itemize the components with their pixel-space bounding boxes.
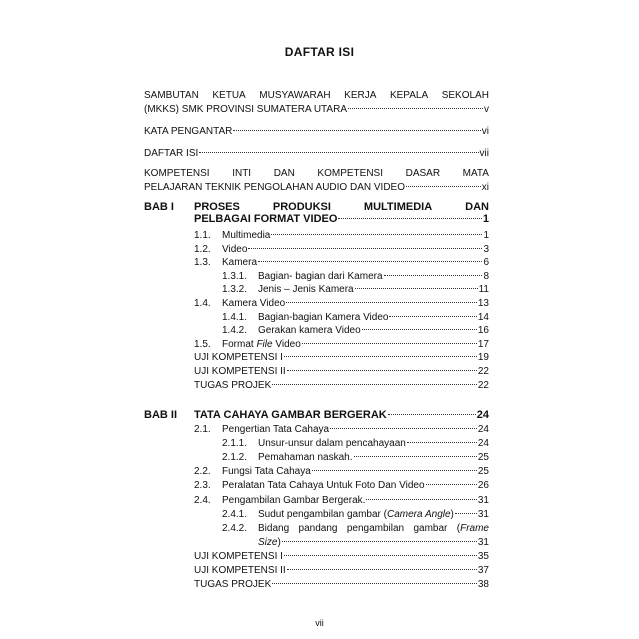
word: MUSYAWARAH (259, 90, 331, 101)
toc-row (194, 297, 489, 311)
toc-label: KATA PENGANTAR (144, 126, 233, 137)
toc-page-number: 35 (477, 550, 489, 562)
toc-row (194, 229, 489, 243)
toc-number: 2.4. (194, 494, 211, 506)
toc-page-number: 17 (477, 338, 489, 350)
leader-dots (258, 261, 482, 262)
toc-row (222, 437, 489, 451)
toc-page-number: 14 (477, 311, 489, 323)
toc-label: DAFTAR ISI (144, 148, 199, 159)
toc-label: Bagian-bagian Kamera Video (258, 311, 389, 323)
toc-page-number: 31 (477, 494, 489, 506)
chapter-title-line2: PELBAGAI FORMAT VIDEO (194, 213, 338, 225)
toc-subentry (194, 479, 489, 493)
toc-row (194, 494, 489, 508)
toc-entry-closing (194, 365, 489, 379)
word: KEPALA (389, 90, 429, 101)
toc-page-number: 13 (477, 298, 489, 309)
toc-label: Kamera (222, 257, 258, 269)
toc-entry-closing (194, 564, 489, 578)
toc-label: Size) (258, 536, 281, 548)
toc-row (194, 351, 489, 365)
toc-page-number: 19 (477, 352, 489, 364)
toc-number: 1.3.1. (222, 270, 248, 282)
toc-row (194, 578, 489, 592)
toc-number: 2.2. (194, 466, 211, 478)
toc-label: UJI KOMPETENSI II (194, 366, 286, 377)
chapter-title-line1 (194, 201, 489, 213)
word: PROSES (194, 201, 240, 213)
toc-row (194, 338, 489, 352)
toc-number: 1.2. (194, 243, 211, 255)
toc-number: 2.4.1. (222, 508, 248, 520)
toc-label: Pemahaman naskah. (258, 452, 353, 464)
leader-dots (384, 275, 483, 276)
word: KETUA (212, 90, 246, 101)
toc-label: PELAJARAN TEKNIK PENGOLAHAN AUDIO DAN VIDEO (144, 182, 405, 193)
toc-page-number: 25 (477, 452, 489, 464)
chapter-number: BAB I (144, 201, 174, 213)
toc-number: 2.1. (194, 424, 211, 435)
leader-dots (272, 583, 477, 584)
toc-entry-closing (194, 351, 489, 365)
toc-subentry (194, 338, 489, 352)
toc-entry-kata-pengantar (144, 125, 489, 139)
page-footer-number: vii (315, 618, 324, 628)
word: pengambilan (346, 522, 405, 534)
toc-page-number: vii (479, 148, 489, 159)
italic-term: Size (258, 536, 278, 548)
toc-entry-closing (194, 379, 489, 393)
toc-page-number: 3 (483, 243, 489, 255)
toc-row (194, 365, 489, 379)
toc-label: Unsur-unsur dalam pencahayaan (258, 438, 406, 450)
toc-subentry (194, 229, 489, 243)
toc-subsubentry (222, 324, 489, 338)
leader-dots (312, 470, 477, 471)
toc-label: Sudut pengambilan gambar (Camera Angle) (258, 508, 454, 520)
leader-dots (284, 356, 477, 357)
chapter-title: TATA CAHAYA GAMBAR BERGERAK (194, 409, 387, 421)
chapter-title-bab2 (194, 409, 489, 421)
toc-number: 2.1.2. (222, 452, 248, 464)
toc-page-number: 6 (483, 257, 489, 269)
toc-row (194, 465, 489, 479)
word: DAN (273, 168, 295, 179)
toc-entry-closing (194, 550, 489, 564)
chapter-number: BAB II (144, 409, 177, 421)
toc-page-number: 24 (477, 438, 489, 450)
leader-dots (282, 541, 477, 542)
toc-subsubentry (222, 451, 489, 465)
toc-subentry (194, 297, 489, 311)
leader-dots (407, 442, 477, 443)
word: DAN (465, 201, 489, 213)
toc-subentry (194, 243, 489, 257)
toc-subentry (194, 256, 489, 270)
word: KERJA (344, 90, 377, 101)
toc-entry-justified (258, 522, 489, 536)
leader-dots (348, 108, 483, 109)
toc-row (194, 550, 489, 564)
toc-row (194, 423, 489, 437)
italic-term: Frame (460, 522, 489, 534)
toc-row (194, 479, 489, 493)
toc-label: Pengambilan Gambar Bergerak. (222, 494, 366, 506)
leader-dots (455, 513, 477, 514)
toc-row (194, 243, 489, 257)
toc-number: 1.4. (194, 298, 211, 309)
toc-label: Pengertian Tata Cahaya (222, 424, 330, 435)
toc-label: Multimedia (222, 230, 271, 241)
toc-page-number: v (484, 104, 489, 115)
toc-subsubentry (222, 270, 489, 284)
toc-row (194, 564, 489, 578)
toc-number: 1.4.2. (222, 325, 248, 337)
toc-page-number: 11 (478, 284, 489, 296)
toc-page-number: 1 (483, 230, 489, 241)
toc-subsubentry (222, 437, 489, 451)
leader-dots (389, 316, 476, 317)
toc-label: UJI KOMPETENSI II (194, 565, 286, 576)
leader-dots (286, 302, 477, 303)
leader-dots (302, 343, 477, 344)
toc-entry-sambutan (144, 89, 489, 117)
toc-page-number: 1 (482, 213, 489, 225)
leader-dots (287, 569, 477, 570)
toc-label: (MKKS) SMK PROVINSI SUMATERA UTARA (144, 104, 347, 115)
leader-dots (330, 428, 477, 429)
leader-dots (388, 414, 476, 415)
leader-dots (199, 152, 478, 153)
leader-dots (271, 234, 482, 235)
toc-row (222, 270, 489, 284)
toc-entry-kompetensi-line1 (144, 167, 489, 181)
toc-label: UJI KOMPETENSI I (194, 352, 283, 364)
leader-dots (406, 186, 481, 187)
word: SAMBUTAN (144, 90, 199, 101)
leader-dots (354, 456, 477, 457)
toc-page-number: 22 (477, 366, 489, 377)
word: pandang (298, 522, 338, 534)
toc-label: Jenis – Jenis Kamera (258, 284, 354, 296)
toc-number: 1.1. (194, 230, 211, 241)
toc-row (222, 451, 489, 465)
toc-entry-closing (194, 578, 489, 592)
toc-subentry (194, 465, 489, 479)
toc-row (194, 256, 489, 270)
toc-number: 2.3. (194, 480, 211, 492)
toc-page-number: 16 (477, 325, 489, 337)
toc-number: 2.1.1. (222, 438, 248, 450)
toc-number: 2.4.2. (222, 522, 248, 534)
toc-entry-line2 (222, 536, 489, 550)
toc-page-number: 38 (477, 579, 489, 591)
toc-page-number: 31 (477, 536, 489, 548)
toc-page-number: 24 (477, 424, 489, 435)
toc-label: Fungsi Tata Cahaya (222, 466, 311, 478)
toc-entry-kompetensi (144, 167, 489, 195)
word: MULTIMEDIA (363, 201, 433, 213)
word: KOMPETENSI (317, 168, 383, 179)
word: INTI (232, 168, 252, 179)
leader-dots (272, 384, 477, 385)
toc-label: TUGAS PROJEK (194, 579, 272, 591)
toc-label: UJI KOMPETENSI I (194, 550, 283, 562)
word: (Frame (456, 522, 489, 534)
toc-page-number: xi (481, 182, 489, 193)
toc-page-number: 22 (477, 379, 489, 391)
toc-number: 1.5. (194, 338, 211, 350)
toc-subsubentry (222, 522, 489, 550)
toc-page-number: 8 (483, 270, 489, 282)
page-title: DAFTAR ISI (284, 45, 355, 59)
word: gambar (413, 522, 448, 534)
toc-page-number: vi (481, 126, 489, 137)
word: MATA (462, 168, 489, 179)
toc-subsubentry (222, 311, 489, 325)
leader-dots (426, 484, 477, 485)
toc-label: Format File Video (222, 338, 301, 350)
leader-dots (355, 288, 478, 289)
word: KOMPETENSI (144, 168, 210, 179)
toc-number: 1.3.2. (222, 284, 248, 296)
toc-label: Bagian- bagian dari Kamera (258, 270, 383, 282)
toc-number: 1.4.1. (222, 311, 248, 323)
toc-row (222, 283, 489, 297)
toc-entry-line1 (222, 522, 489, 536)
leader-dots (284, 555, 477, 556)
toc-row (222, 508, 489, 522)
leader-dots (366, 499, 476, 500)
italic-term: File (256, 338, 273, 350)
toc-label: Kamera Video (222, 298, 286, 309)
leader-dots (287, 370, 477, 371)
toc-entry-daftar-isi (144, 147, 489, 161)
toc-subentry (194, 494, 489, 508)
toc-label: Video (222, 243, 248, 255)
toc-subsubentry (222, 508, 489, 522)
leader-dots (233, 130, 480, 131)
toc-label: Gerakan kamera Video (258, 325, 361, 337)
toc-entry-sambutan-line1 (144, 89, 489, 103)
word: PRODUKSI (272, 201, 331, 213)
toc-entry-sambutan-line2 (144, 103, 489, 117)
toc-page-number: 31 (477, 508, 489, 520)
word: Bidang (258, 522, 290, 534)
toc-page-number: 37 (477, 565, 489, 576)
toc-page-number: 25 (477, 466, 489, 478)
leader-dots (362, 329, 477, 330)
chapter-title-bab1 (194, 201, 489, 225)
leader-dots (338, 218, 481, 219)
toc-subsubentry (222, 283, 489, 297)
toc-label: TUGAS PROJEK (194, 379, 272, 391)
toc-number: 1.3. (194, 257, 211, 269)
leader-dots (248, 248, 482, 249)
toc-row (222, 324, 489, 338)
toc-page-number: 24 (476, 409, 489, 421)
toc-row (222, 311, 489, 325)
word: SEKOLAH (441, 90, 489, 101)
toc-page-number: 26 (477, 480, 489, 492)
toc-row (194, 379, 489, 393)
italic-term: Camera Angle (386, 508, 451, 520)
word: DASAR (405, 168, 441, 179)
toc-subentry (194, 423, 489, 437)
toc-label: Peralatan Tata Cahaya Untuk Foto Dan Video (222, 480, 425, 492)
